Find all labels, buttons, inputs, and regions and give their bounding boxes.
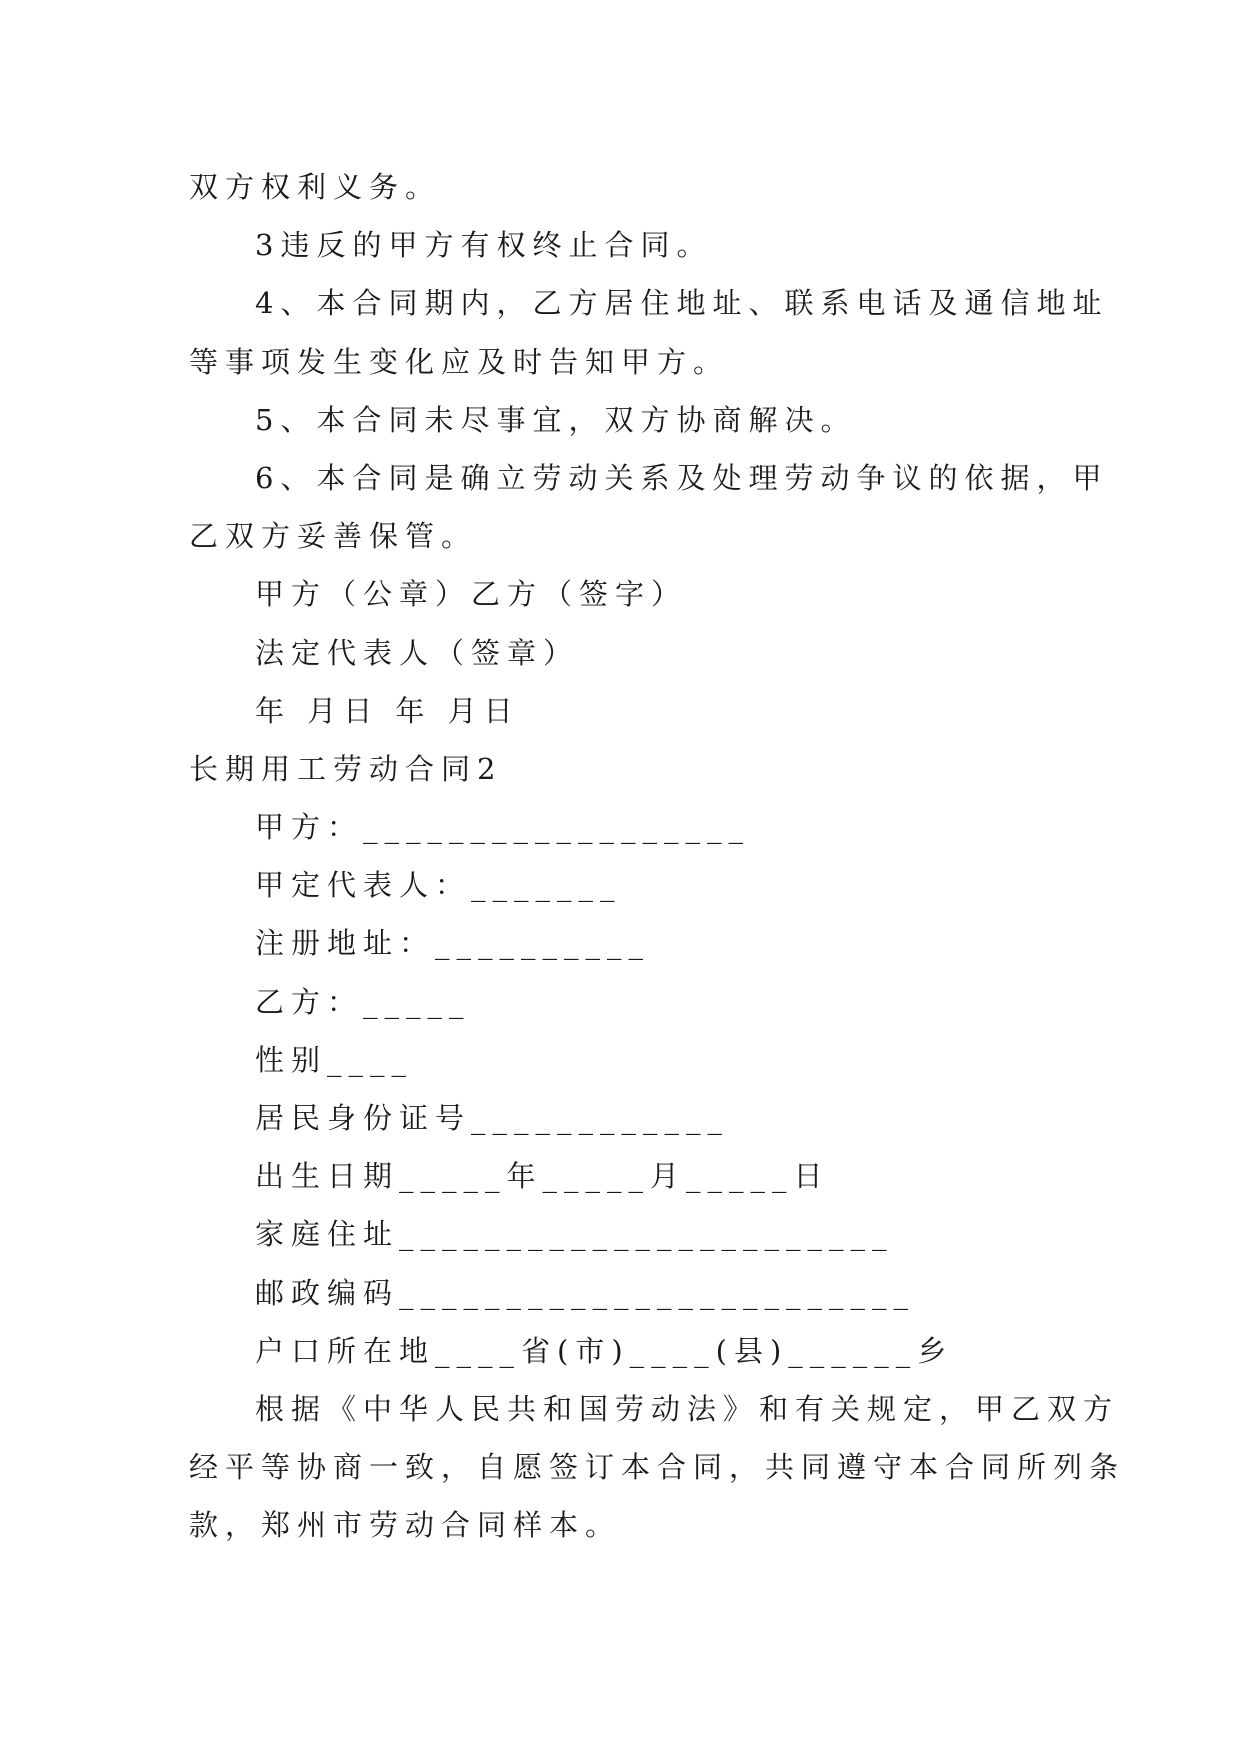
form-field-line: 甲定代表人：_______	[255, 868, 622, 903]
form-field-line: 甲方：__________________	[255, 810, 751, 845]
text-line: 等事项发生变化应及时告知甲方。	[189, 344, 730, 379]
form-field-line: 乙方：_____	[255, 984, 471, 1019]
text-line: 3违反的甲方有权终止合同。	[255, 228, 713, 263]
form-field-line: 家庭住址_______________________	[255, 1217, 894, 1252]
form-field-line: 性别____	[255, 1042, 414, 1077]
form-field-line: 居民身份证号____________	[255, 1101, 730, 1135]
text-line: 款，郑州市劳动合同样本。	[189, 1508, 622, 1543]
text-line: 5、本合同未尽事宜，双方协商解决。	[255, 402, 857, 437]
text-line: 4、本合同期内，乙方居住地址、联系电话及通信地址	[255, 286, 1109, 321]
text-line: 乙双方妥善保管。	[189, 519, 478, 554]
section-title: 长期用工劳动合同2	[189, 751, 503, 786]
document-body	[189, 158, 1126, 1555]
form-field-line: 邮政编码________________________	[255, 1275, 916, 1310]
text-line: 根据《中华人民共和国劳动法》和有关规定，甲乙双方	[255, 1391, 1120, 1426]
text-line: 6、本合同是确立劳动关系及处理劳动争议的依据，甲	[255, 460, 1109, 495]
form-field-line: 出生日期_____年_____月_____日	[255, 1159, 830, 1194]
text-line: 双方权利义务。	[189, 170, 442, 204]
date-line: 年 月日 年 月日	[255, 693, 520, 728]
signature-line: 甲方（公章）乙方（签字）	[255, 577, 688, 612]
text-line: 经平等协商一致，自愿签订本合同，共同遵守本合同所列条	[189, 1450, 1126, 1485]
form-field-line: 注册地址：__________	[255, 926, 651, 961]
form-field-line: 户口所在地____省(市)____(县)______乡	[255, 1333, 954, 1368]
signature-line: 法定代表人（签章）	[255, 635, 580, 670]
